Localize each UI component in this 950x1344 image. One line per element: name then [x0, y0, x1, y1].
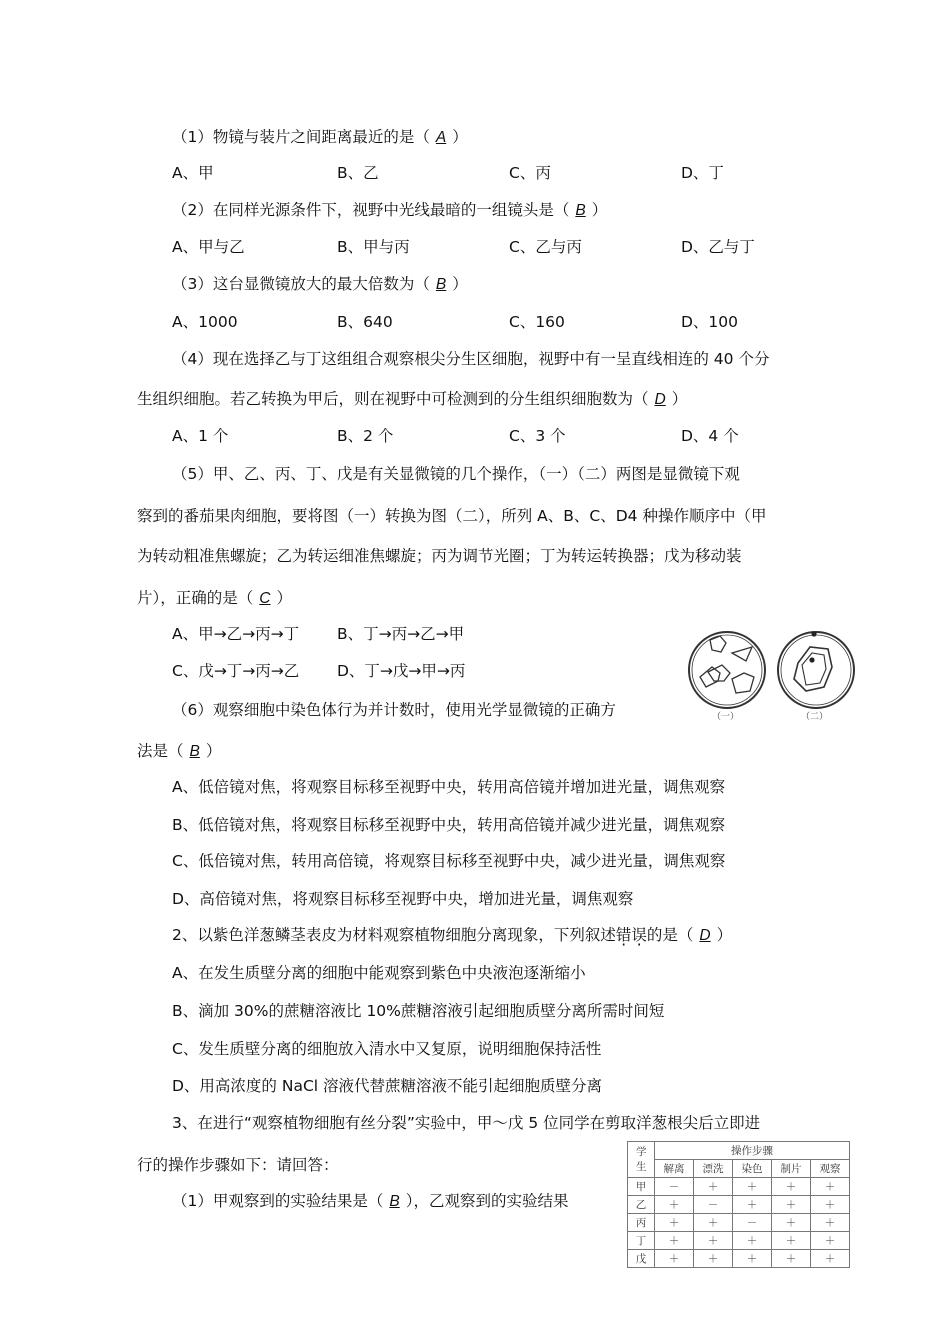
option-1-3-b: B、640	[337, 313, 393, 331]
table-cell: ＋	[811, 1196, 850, 1214]
student-name: 戊	[628, 1250, 655, 1268]
option-1-3-d: D、100	[681, 313, 739, 331]
table-cell: ＋	[772, 1232, 811, 1250]
option-1-2-c: C、乙与丙	[509, 238, 582, 256]
table-cell: －	[655, 1178, 694, 1196]
student-name: 丁	[628, 1232, 655, 1250]
operation-steps-table	[627, 1141, 850, 1268]
answer-1-5: C	[259, 590, 271, 607]
question-1-2: （2）在同样光源条件下，视野中光线最暗的一组镜头是（ B ）	[172, 201, 608, 219]
steps-header: 操作步骤	[655, 1142, 850, 1160]
table-column-row	[628, 1160, 850, 1178]
question-1-6-line1: （6）观察细胞中染色体行为并计数时，使用光学显微镜的正确方	[172, 701, 616, 719]
table-cell: ＋	[772, 1250, 811, 1268]
question-3-line1: 3、在进行“观察植物细胞有丝分裂”实验中，甲～戊 5 位同学在剪取洋葱根尖后立即进	[172, 1114, 761, 1132]
student-name: 乙	[628, 1196, 655, 1214]
table-cell: ＋	[694, 1214, 733, 1232]
option-1-5-c: C、戊→丁→丙→乙	[172, 662, 300, 680]
microscope-field-figures	[686, 625, 858, 725]
student-name: 丙	[628, 1214, 655, 1232]
option-1-1-a: A、甲	[172, 164, 214, 182]
option-1-5-a: A、甲→乙→丙→丁	[172, 625, 300, 643]
question-1-6-line2: 法是（ B ）	[137, 742, 222, 760]
option-1-2-b: B、甲与丙	[337, 238, 410, 256]
table-header-row	[628, 1142, 850, 1160]
question-3-line2: 行的操作步骤如下：请回答：	[137, 1156, 339, 1174]
answer-1-1: A	[435, 129, 447, 146]
table-row	[628, 1178, 850, 1196]
table-cell: ＋	[694, 1250, 733, 1268]
option-1-6-b: B、低倍镜对焦，将观察目标移至视野中央，转用高倍镜并减少进光量，调焦观察	[172, 816, 726, 834]
option-1-3-a: A、1000	[172, 313, 238, 331]
option-1-1-d: D、丁	[681, 164, 724, 182]
option-1-6-d: D、高倍镜对焦，将观察目标移至视野中央，增加进光量，调焦观察	[172, 890, 634, 908]
option-1-6-c: C、低倍镜对焦，转用高倍镜，将观察目标移至视野中央，减少进光量，调焦观察	[172, 852, 726, 870]
figure-label-1: （一）	[712, 712, 740, 722]
student-header: 学生	[628, 1142, 655, 1178]
table-cell: ＋	[694, 1232, 733, 1250]
option-1-4-c: C、3 个	[509, 427, 566, 445]
table-cell: －	[733, 1214, 772, 1232]
table-cell: ＋	[811, 1232, 850, 1250]
option-1-2-a: A、甲与乙	[172, 238, 245, 256]
table-row	[628, 1232, 850, 1250]
column-header: 染色	[733, 1160, 772, 1178]
option-2-a: A、在发生质壁分离的细胞中能观察到紫色中央液泡逐渐缩小	[172, 964, 586, 982]
option-1-5-b: B、丁→丙→乙→甲	[337, 625, 465, 643]
answer-1-6: B	[189, 743, 200, 760]
table-cell: ＋	[811, 1250, 850, 1268]
table-row	[628, 1214, 850, 1232]
table-cell: ＋	[733, 1178, 772, 1196]
table-cell: －	[694, 1196, 733, 1214]
table-cell: ＋	[772, 1178, 811, 1196]
question-1-1: （1）物镜与装片之间距离最近的是（ A ）	[172, 128, 468, 146]
column-header: 制片	[772, 1160, 811, 1178]
question-1-4-line1: （4）现在选择乙与丁这组组合观察根尖分生区细胞，视野中有一呈直线相连的 40 个分	[172, 350, 770, 368]
answer-1-2: B	[575, 202, 586, 219]
question-2: 2、以紫色洋葱鳞茎表皮为材料观察植物细胞分离现象，下列叙述错误的是（ D ）	[172, 926, 733, 944]
table-row	[628, 1250, 850, 1268]
option-1-1-c: C、丙	[509, 164, 551, 182]
question-1-3: （3）这台显微镜放大的最大倍数为（ B ）	[172, 275, 468, 293]
option-1-5-d: D、丁→戊→甲→丙	[337, 662, 466, 680]
column-header: 解离	[655, 1160, 694, 1178]
table-cell: ＋	[733, 1250, 772, 1268]
option-2-b: B、滴加 30%的蔗糖溶液比 10%蔗糖溶液引起细胞质壁分离所需时间短	[172, 1002, 665, 1020]
cell-field-diagram	[686, 625, 858, 725]
answer-3-1: B	[389, 1193, 400, 1210]
table-cell: ＋	[772, 1196, 811, 1214]
option-2-c: C、发生质壁分离的细胞放入清水中又复原，说明细胞保持活性	[172, 1040, 602, 1058]
answer-1-4: D	[654, 391, 666, 408]
table-cell: ＋	[655, 1214, 694, 1232]
table-cell: ＋	[694, 1178, 733, 1196]
table-cell: ＋	[655, 1196, 694, 1214]
option-2-d: D、用高浓度的 NaCl 溶液代替蔗糖溶液不能引起细胞质壁分离	[172, 1077, 603, 1095]
option-1-4-b: B、2 个	[337, 427, 394, 445]
table-row	[628, 1196, 850, 1214]
answer-2: D	[699, 927, 711, 944]
question-1-5-line1: （5）甲、乙、丙、丁、戊是有关显微镜的几个操作，（一）（二）两图是显微镜下观	[172, 465, 740, 483]
table-cell: ＋	[811, 1214, 850, 1232]
column-header: 观察	[811, 1160, 850, 1178]
table-cell: ＋	[733, 1232, 772, 1250]
column-header: 漂洗	[694, 1160, 733, 1178]
option-1-6-a: A、低倍镜对焦，将观察目标移至视野中央，转用高倍镜并增加进光量，调焦观察	[172, 778, 726, 796]
option-1-4-a: A、1 个	[172, 427, 229, 445]
figure-label-2: （二）	[801, 712, 829, 722]
table-cell: ＋	[655, 1232, 694, 1250]
table-cell: ＋	[811, 1178, 850, 1196]
answer-1-3: B	[435, 276, 447, 293]
table-cell: ＋	[733, 1196, 772, 1214]
option-1-3-c: C、160	[509, 313, 565, 331]
option-1-1-b: B、乙	[337, 164, 379, 182]
question-3-1: （1）甲观察到的实验结果是（ B ），乙观察到的实验结果	[172, 1192, 569, 1210]
table-cell: ＋	[772, 1214, 811, 1232]
option-1-4-d: D、4 个	[681, 427, 739, 445]
option-1-2-d: D、乙与丁	[681, 238, 755, 256]
question-1-5-line2: 察到的番茄果肉细胞，要将图（一）转换为图（二），所列 A、B、C、D4 种操作顺序中（甲	[137, 507, 767, 525]
question-1-4-line2: 生组织细胞。若乙转换为甲后，则在视野中可检测到的分生组织细胞数为（ D ）	[137, 390, 688, 408]
question-1-5-line4: 片），正确的是（ C ）	[137, 589, 292, 607]
table-cell: ＋	[655, 1250, 694, 1268]
question-1-5-line3: 为转动粗准焦螺旋；乙为转运细准焦螺旋；丙为调节光圈；丁为转运转换器；戊为移动装	[137, 547, 742, 565]
student-name: 甲	[628, 1178, 655, 1196]
